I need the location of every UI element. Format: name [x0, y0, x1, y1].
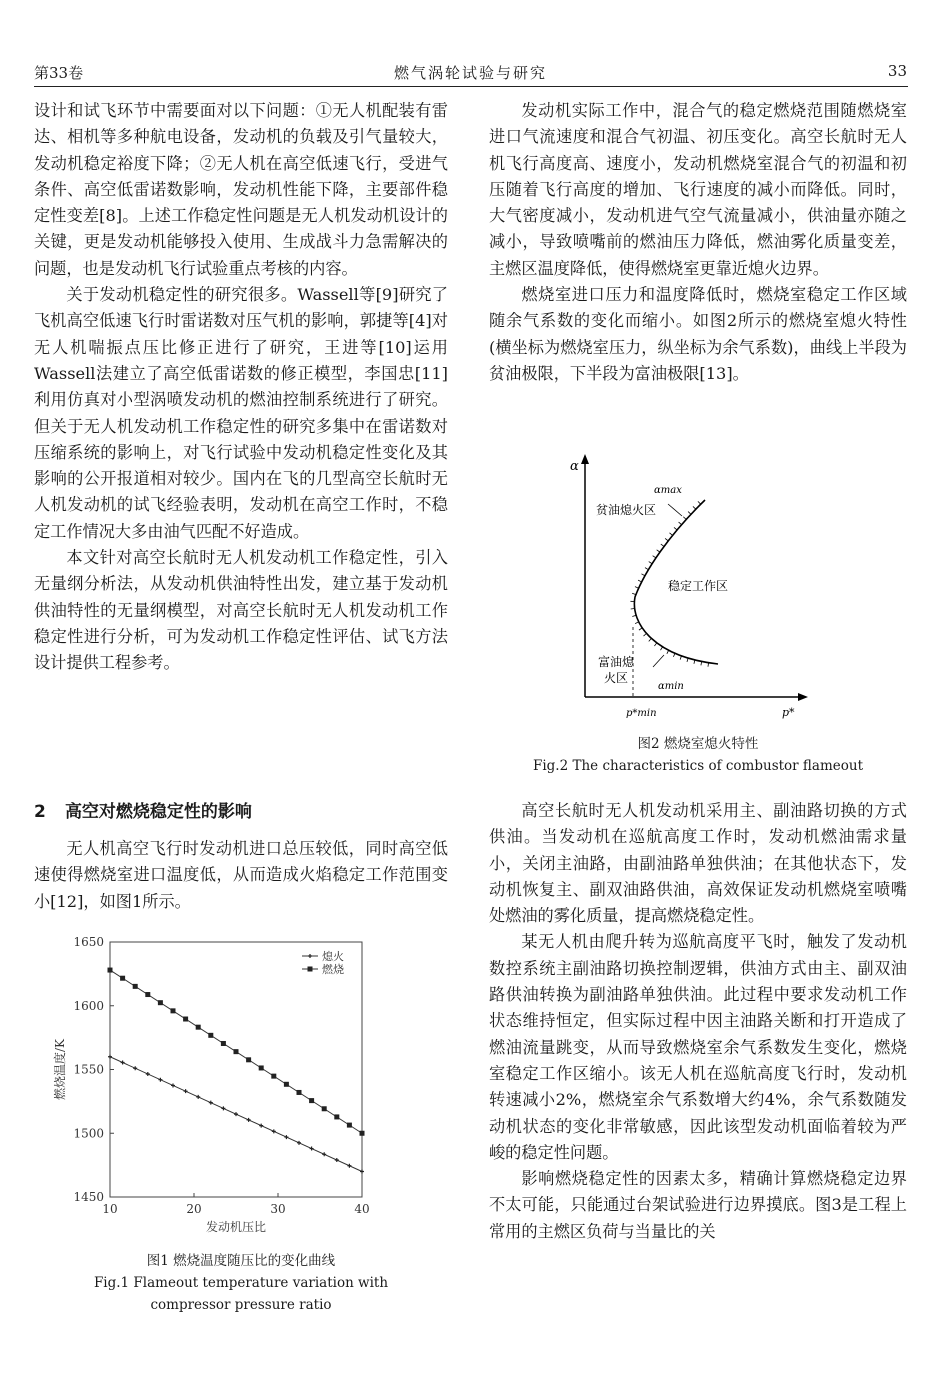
data-point-marker: [360, 1170, 364, 1174]
data-point-marker: [171, 1008, 176, 1013]
paragraph: 某无人机由爬升转为巡航高度平飞时，触发了发动机数控系统主副油路切换控制逻辑，供油方式由主、副双油路供油转换为副油路单独供油。此过程中要求发动机工作状态维持恒定，但实际过程中因主油路关断和打开造成了燃油流量跳变，从而导致燃烧室余气系数发生变化，燃烧室稳定工作区缩小。该无人机在巡航高度飞行时，发动机转速减小2%，燃烧室余气系数增大约4%，余气系数随发动机状态的变化非常敏感，因此该型发动机面临着较为严峻的稳定性问题。: [489, 932, 907, 1162]
y-tick-label: 1600: [73, 998, 104, 1013]
y-axis-label: 燃烧温度/K: [53, 1038, 67, 1101]
hatch-mark: [674, 527, 677, 530]
journal-title: 燃气涡轮试验与研究: [393, 64, 547, 82]
data-point-marker: [108, 1055, 112, 1059]
data-point-marker: [297, 1090, 302, 1095]
data-point-marker: [322, 1152, 326, 1156]
plot-frame: [110, 942, 362, 1197]
y-tick-label: 1550: [73, 1062, 104, 1077]
alpha-min-label: αmin: [658, 681, 684, 692]
section-number: 2: [34, 802, 46, 822]
data-point-marker: [146, 1072, 150, 1076]
hatch-mark: [683, 517, 686, 520]
rich-zone-label-2: 火区: [604, 671, 629, 685]
hatch-mark: [641, 574, 645, 576]
figure1-caption: [34, 1250, 448, 1316]
data-point-marker: [121, 1060, 125, 1064]
y-tick-label: 1500: [73, 1126, 104, 1141]
section-title: 高空对燃烧稳定性的影响: [64, 802, 252, 822]
right-column: [489, 98, 907, 387]
hatch-mark: [631, 608, 635, 609]
figure1-chart: [50, 930, 450, 1250]
x-axis-label: 发动机压比: [205, 1220, 267, 1234]
data-point-marker: [108, 968, 113, 973]
hatch-mark: [638, 580, 642, 582]
data-point-marker: [246, 1057, 251, 1062]
hatch-mark: [679, 522, 682, 525]
y-axis-arrow: [581, 454, 589, 464]
legend-label: 熄火: [322, 950, 344, 963]
legend-marker: [308, 954, 312, 958]
data-point-marker: [284, 1082, 289, 1087]
hatch-mark: [639, 628, 642, 630]
figure2-diagram: [560, 452, 810, 727]
data-point-marker: [221, 1041, 226, 1046]
legend-label: 燃烧: [322, 963, 344, 976]
data-point-marker: [171, 1083, 175, 1087]
data-point-marker: [284, 1135, 288, 1139]
hatch-mark: [661, 647, 663, 650]
data-point-marker: [271, 1074, 276, 1079]
figure1-caption-cn: 图1 燃烧温度随压比的变化曲线: [146, 1253, 336, 1269]
figure2-caption: [489, 733, 907, 777]
x-tick-label: 20: [186, 1202, 202, 1216]
stable-zone-label: 稳定工作区: [668, 579, 729, 593]
data-point-marker: [347, 1123, 352, 1128]
hatch-mark: [669, 533, 672, 536]
paragraph: 高空长航时无人机发动机采用主、副油路切换的方式供油。当发动机在巡航高度工作时，发动机燃油需求量小，关闭主油路，由副油路单独供油；在其他状态下，发动机恢复主、副双油路供油，高效保证发动机燃烧室喷嘴处燃油的雾化质量，提高燃烧稳定性。: [489, 801, 907, 926]
x-axis-label: p*: [782, 706, 795, 719]
paragraph: 无人机高空飞行时发动机进口总压较低，同时高空低速使得燃烧室进口温度低，从而造成火焰稳定工作范围变小[12]，如图1所示。: [34, 839, 448, 911]
data-point-marker: [272, 1129, 276, 1133]
hatch-mark: [654, 643, 656, 646]
hatch-mark: [667, 650, 669, 654]
paragraph: 影响燃烧稳定性的因素太多，精确计算燃烧稳定边界不太可能，只能通过台架试验进行边界摸底。图3是工程上常用的主燃区负荷与当量比的关: [489, 1169, 907, 1241]
paragraph: 关于发动机稳定性的研究很多。Wassell等[9]研究了飞机高空低速飞行时雷诺数对压气机的影响，郭捷等[4]对无人机喘振点压比修正进行了研究，王进等[10]运用Wassell法建立了高空低雷诺数的修正模型，李国忠[11]利用仿真对小型涡喷发动机的燃油控制系统进行了研究。但关于无人机发动机工作稳定性的研究多集中在雷诺数对压缩系统的影响上，对飞行试验中发动机稳定性变化及其影响的公开报道相对较少。国内在飞的几型高空长航时无人机发动机的试飞经验表明，发动机在高空工作时，不稳定工作情况大多由油气匹配不好造成。: [34, 285, 448, 541]
y-tick-label: 1650: [73, 935, 104, 949]
left-column: [34, 98, 448, 677]
figure2-caption-cn: 图2 燃烧室熄火特性: [637, 736, 759, 752]
data-point-marker: [196, 1025, 201, 1030]
hatch-mark: [657, 550, 660, 552]
header-rule: [34, 86, 908, 87]
hatch-mark: [649, 562, 652, 564]
hatch-mark: [635, 622, 639, 624]
hatch-mark: [665, 538, 668, 540]
hatch-mark: [698, 501, 701, 504]
hatch-mark: [644, 633, 647, 636]
hatch-mark: [653, 556, 656, 558]
hatch-mark: [688, 512, 691, 515]
data-point-marker: [184, 1089, 188, 1093]
lean-zone-leader: [668, 504, 682, 516]
data-point-marker: [360, 1131, 365, 1136]
data-point-marker: [133, 984, 138, 989]
y-tick-label: 1450: [73, 1190, 104, 1204]
x-tick-label: 40: [354, 1202, 370, 1216]
data-point-marker: [208, 1033, 213, 1038]
paragraph: 本文针对高空长航时无人机发动机工作稳定性，引入无量纲分析法，从发动机供油特性出发，建立基于发动机供油特性的无量纲模型，对高空长航时无人机发动机工作稳定性进行分析，可为发动机工作稳定性评估、试飞方法设计提供工程参考。: [34, 548, 448, 673]
y-axis-label: α: [570, 459, 579, 474]
data-point-marker: [120, 976, 125, 981]
lean-zone-label: 贫油熄火区: [596, 503, 657, 517]
x-axis-arrow: [798, 693, 808, 701]
hatch-mark: [661, 544, 664, 546]
right-column-continued: [489, 798, 907, 1245]
data-point-marker: [196, 1095, 200, 1099]
data-point-marker: [183, 1017, 188, 1022]
hatch-mark: [635, 587, 639, 589]
data-point-marker: [310, 1147, 314, 1151]
paragraph: 燃烧室进口压力和温度降低时，燃烧室稳定工作区域随余气系数的变化而缩小。如图2所示的燃烧室熄火特性(横坐标为燃烧室压力，纵坐标为余气系数)，曲线上半段为贫油极限，下半段为富油极限[13]。: [489, 285, 907, 383]
data-point-marker: [322, 1106, 327, 1111]
x-tick-label: 10: [102, 1202, 118, 1216]
rich-zone-leader: [653, 655, 664, 667]
data-point-marker: [309, 1098, 314, 1103]
hatch-mark: [649, 638, 652, 641]
figure1-caption-en-1: Fig.1 Flameout temperature variation with: [93, 1275, 389, 1291]
data-point-marker: [259, 1124, 263, 1128]
data-point-marker: [334, 1114, 339, 1119]
data-point-marker: [234, 1112, 238, 1116]
x-min-label: p*min: [626, 708, 657, 719]
data-point-marker: [145, 992, 150, 997]
data-point-marker: [209, 1101, 213, 1105]
x-tick-label: 30: [270, 1202, 286, 1216]
data-point-marker: [158, 1078, 162, 1082]
legend-marker: [308, 967, 313, 972]
page-number: 33: [887, 62, 907, 80]
figure1-caption-en-2: compressor pressure ratio: [150, 1297, 332, 1313]
hatch-mark: [645, 568, 648, 570]
data-point-marker: [247, 1118, 251, 1122]
left-column-continued: [34, 836, 448, 915]
figure2-caption-en: Fig.2 The characteristics of combustor flameout: [532, 758, 864, 774]
data-point-marker: [133, 1066, 137, 1070]
paragraph: 发动机实际工作中，混合气的稳定燃烧范围随燃烧室进口气流速度和混合气初温、初压变化。高空长航时无人机飞行高度高、速度小，发动机燃烧室混合气的初温和初压随着飞行高度的增加、飞行速度的减小而降低。同时，大气密度减小，发动机进气空气流量减小，供油量亦随之减小，导致喷嘴前的燃油压力降低，燃油雾化质量变差，主燃区温度降低，使得燃烧室更靠近熄火边界。: [489, 101, 907, 278]
data-point-marker: [221, 1106, 225, 1110]
data-point-marker: [234, 1049, 239, 1054]
paragraph: 设计和试飞环节中需要面对以下问题：①无人机配装有雷达、相机等多种航电设备，发动机的负载及引气量较大，发动机稳定裕度下降；②无人机在高空低速飞行，受进气条件、高空低雷诺数影响，发动机性能下降，主要部件稳定性变差[8]。上述工作稳定性问题是无人机发动机设计的关键，更是发动机能够投入使用、生成战斗力急需解决的问题，也是发动机飞行试验重点考核的内容。: [34, 101, 448, 278]
section-heading: [34, 797, 448, 822]
data-point-marker: [158, 1000, 163, 1005]
data-point-marker: [297, 1141, 301, 1145]
hatch-mark: [693, 506, 696, 509]
data-point-marker: [347, 1164, 351, 1168]
rich-zone-label-1: 富油熄: [598, 655, 635, 669]
data-point-marker: [335, 1158, 339, 1162]
alpha-max-label: αmax: [654, 485, 682, 496]
journal-volume: 第33卷: [34, 64, 84, 82]
data-point-marker: [259, 1065, 264, 1070]
